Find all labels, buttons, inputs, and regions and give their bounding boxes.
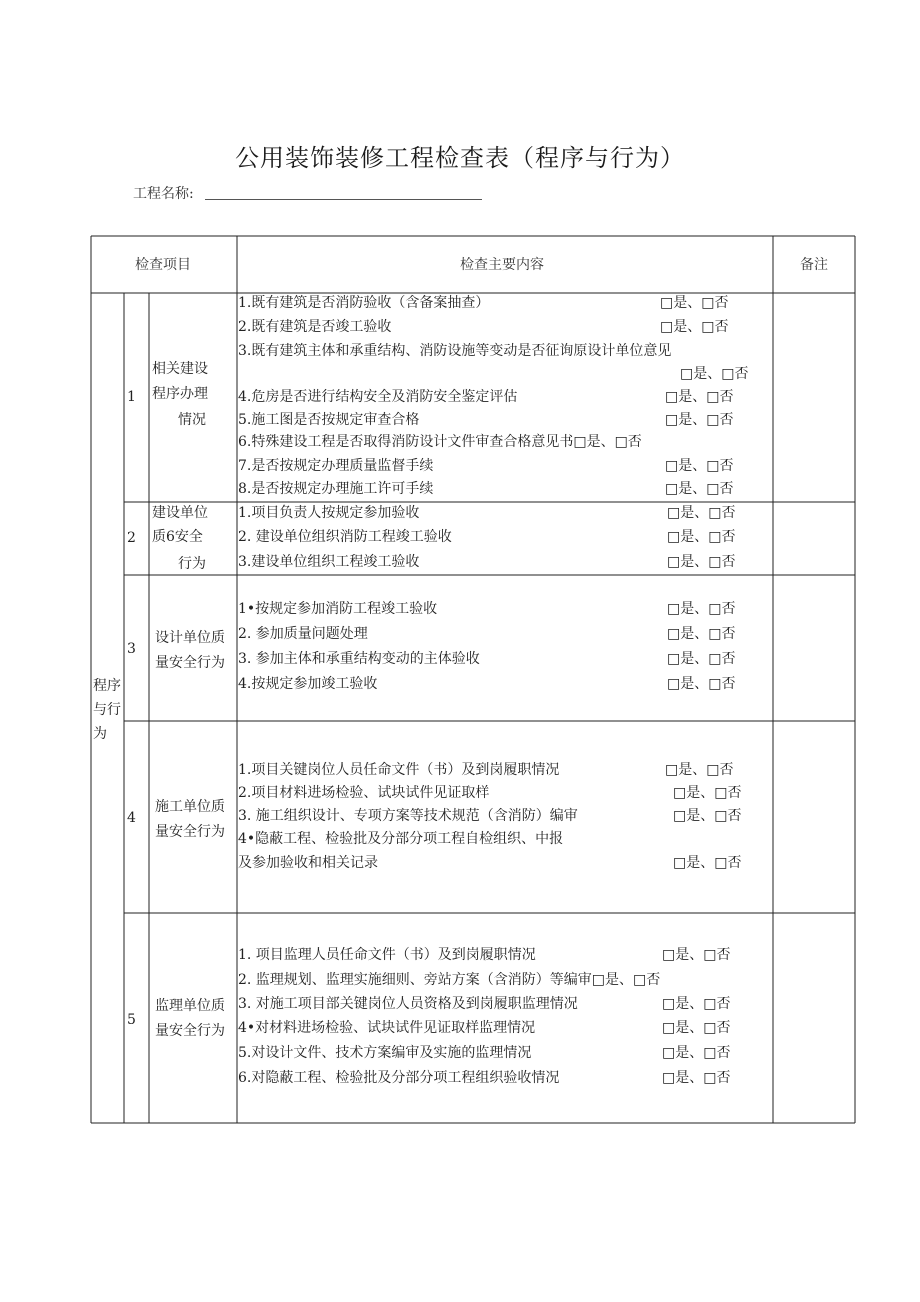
check-item-option[interactable]: □是、□否 [665, 481, 734, 497]
check-item-text: 2.项目材料进场检验、试块试件见证取样 [238, 785, 490, 801]
section-name-line: 施工单位质 [155, 799, 225, 815]
check-item-text: 1.既有建筑是否消防验收（含备案抽查） [238, 295, 490, 311]
check-item-text: 1.项目负责人按规定参加验收 [238, 505, 420, 521]
check-item-option[interactable]: □是、□否 [667, 601, 736, 617]
check-item-text: 2.既有建筑是否竣工验收 [238, 319, 392, 335]
section-name-line: 质6安全 [152, 529, 203, 545]
check-item-option[interactable]: □是、□否 [680, 366, 749, 382]
section-number: 4 [127, 810, 136, 826]
check-item-text: 3.建设单位组织工程竣工验收 [238, 554, 420, 570]
section-name-line: 监理单位质 [155, 998, 225, 1014]
check-item-text: 3.既有建筑主体和承重结构、消防设施等变动是否征询原设计单位意见 [238, 343, 672, 359]
check-item-option[interactable]: □是、□否 [667, 554, 736, 570]
check-item-option[interactable]: □是、□否 [667, 676, 736, 692]
check-item-option[interactable]: □是、□否 [665, 762, 734, 778]
check-item-option[interactable]: □是、□否 [667, 529, 736, 545]
check-item-text: 1•按规定参加消防工程竣工验收 [238, 601, 438, 617]
section-name-line: 建设单位 [152, 505, 208, 521]
check-item-text: 6.对隐蔽工程、检验批及分部分项工程组织验收情况 [238, 1070, 560, 1086]
check-item-text: 3. 参加主体和承重结构变动的主体验收 [238, 651, 480, 667]
category-label-line1: 程序 [93, 678, 121, 694]
section-name-line: 量安全行为 [155, 824, 225, 840]
check-item-text: 2. 监理规划、监理实施细则、旁站方案（含消防）等编审□是、□否 [238, 972, 661, 988]
check-item-text: 1.项目关键岗位人员任命文件（书）及到岗履职情况 [238, 762, 560, 778]
check-item-text: 5.对设计文件、技术方案编审及实施的监理情况 [238, 1045, 532, 1061]
check-item-option[interactable]: □是、□否 [662, 1020, 731, 1036]
section-name-line: 相关建设 [152, 361, 208, 377]
check-item-option[interactable]: □是、□否 [662, 1045, 731, 1061]
category-label-line2: 与行 [93, 702, 121, 718]
check-item-option[interactable]: □是、□否 [665, 389, 734, 405]
check-item-text: 4.危房是否进行结构安全及消防安全鉴定评估 [238, 389, 518, 405]
header-remark: 备注 [800, 257, 828, 273]
check-item-option[interactable]: □是、□否 [667, 626, 736, 642]
check-item-text: 3. 对施工项目部关键岗位人员资格及到岗履职监理情况 [238, 996, 578, 1012]
check-item-text: 2. 建设单位组织消防工程竣工验收 [238, 529, 452, 545]
check-item-option[interactable]: □是、□否 [660, 319, 729, 335]
section-number: 2 [127, 530, 136, 546]
section-number: 1 [127, 389, 136, 405]
check-item-text: 4.按规定参加竣工验收 [238, 676, 378, 692]
check-item-option[interactable]: □是、□否 [662, 947, 731, 963]
header-item: 检查项目 [135, 257, 191, 273]
section-name-line: 量安全行为 [155, 1023, 225, 1039]
check-item-option[interactable]: □是、□否 [662, 1070, 731, 1086]
check-item-option[interactable]: □是、□否 [665, 458, 734, 474]
check-item-text: 2. 参加质量问题处理 [238, 626, 368, 642]
page-title: 公用装饰装修工程检查表（程序与行为） [235, 144, 685, 172]
check-item-option[interactable]: □是、□否 [673, 855, 742, 871]
section-number: 3 [127, 641, 136, 657]
project-name-label: 工程名称: [133, 186, 194, 202]
check-item-text: 6.特殊建设工程是否取得消防设计文件审查合格意见书□是、□否 [238, 434, 642, 450]
check-item-text: 1. 项目监理人员任命文件（书）及到岗履职情况 [238, 947, 536, 963]
header-content: 检查主要内容 [460, 257, 544, 273]
check-item-option[interactable]: □是、□否 [662, 996, 731, 1012]
section-number: 5 [127, 1012, 136, 1028]
section-name-line: 行为 [178, 556, 206, 572]
project-name-field[interactable] [205, 199, 482, 200]
check-item-option[interactable]: □是、□否 [673, 808, 742, 824]
section-name-line: 情况 [178, 412, 206, 428]
check-item-text: 4•对材料进场检验、试块试件见证取样监理情况 [238, 1020, 536, 1036]
check-item-text: 及参加验收和相关记录 [238, 855, 378, 871]
check-item-option[interactable]: □是、□否 [660, 295, 729, 311]
section-name-line: 量安全行为 [155, 655, 225, 671]
check-item-text: 8.是否按规定办理施工许可手续 [238, 481, 434, 497]
check-item-option[interactable]: □是、□否 [667, 651, 736, 667]
check-item-option[interactable]: □是、□否 [673, 785, 742, 801]
check-item-option[interactable]: □是、□否 [665, 412, 734, 428]
check-item-option[interactable]: □是、□否 [667, 505, 736, 521]
check-item-text: 4•隐蔽工程、检验批及分部分项工程自检组织、中报 [238, 831, 564, 847]
check-item-text: 7.是否按规定办理质量监督手续 [238, 458, 434, 474]
category-label-line3: 为 [93, 726, 107, 742]
check-item-text: 3. 施工组织设计、专项方案等技术规范（含消防）编审 [238, 808, 578, 824]
section-name-line: 设计单位质 [155, 630, 225, 646]
check-item-text: 5.施工图是否按规定审查合格 [238, 412, 420, 428]
section-name-line: 程序办理 [152, 386, 208, 402]
